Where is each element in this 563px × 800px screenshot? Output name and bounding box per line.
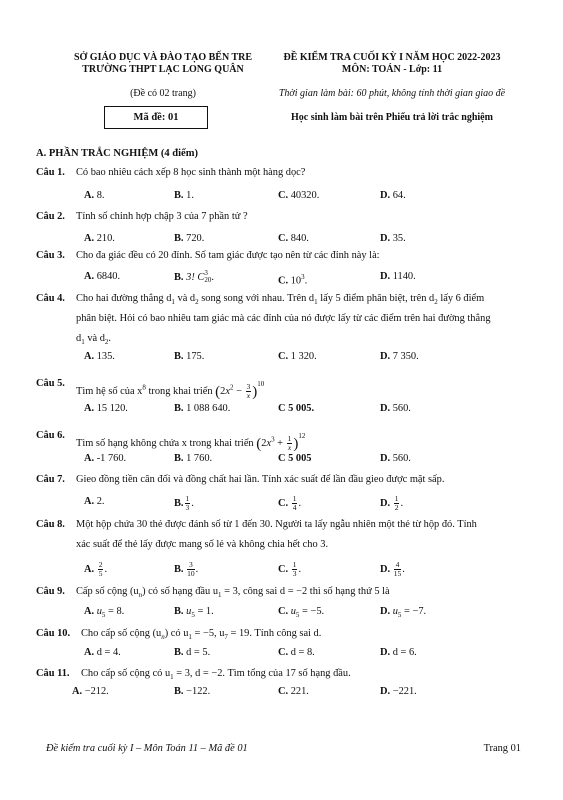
option-letter: B. xyxy=(174,351,184,362)
option-d: = −7. xyxy=(404,606,427,617)
section-title: A. PHẦN TRẮC NGHIỆM (4 điểm) xyxy=(36,148,198,159)
question-5 xyxy=(36,377,546,401)
option-c-symbol: u xyxy=(290,606,296,617)
option-letter: D. xyxy=(380,233,391,244)
option-d-fraction: $\frac{4}{15}$ xyxy=(393,560,402,578)
question-3 xyxy=(36,249,546,263)
option-letter: D. xyxy=(380,403,391,414)
school-name: TRƯỜNG THPT LẠC LONG QUÂN xyxy=(82,64,244,75)
option-b: 1. xyxy=(186,190,194,201)
option-letter: C. xyxy=(278,233,289,244)
option-letter: C. xyxy=(278,647,289,658)
question-number: Câu 2. xyxy=(36,211,65,222)
question-number: Câu 4. xyxy=(36,293,65,304)
option-letter: B. xyxy=(174,606,184,617)
question-number: Câu 5. xyxy=(36,378,65,389)
question-text: Tìm hệ số của $x^8$ trong khai triển ($2x^2$ − $\frac{3}{x}$ )$^{10}$ xyxy=(76,380,265,401)
option-letter: A. xyxy=(84,563,95,575)
question-text: Gieo đồng tiền cân đối và đồng chất hai lần. Tính xác suất để lần đầu gieo được mặt sấp. xyxy=(76,474,445,485)
option-letter: B. xyxy=(174,497,184,509)
question-text-part: Cấp số cộng (u xyxy=(76,586,139,597)
question-text: Một hộp chứa 30 thẻ được đánh số từ 1 đến 30. Người ta lấy ngẫu nhiên một thẻ từ hộp đó. Tính xyxy=(76,519,477,530)
exam-subject: MÔN: TOÁN - Lớp: 11 xyxy=(341,64,443,75)
question-text: Tính số chỉnh hợp chập 3 của 7 phần tử ? xyxy=(76,211,248,222)
option-d: 1140. xyxy=(392,271,416,282)
question-text-part: ) có u xyxy=(164,628,189,639)
question-text: Cho cấp số cộng $(u_n)$ có $u_1 = -5$, $u_7 = 19$. Tính công sai d. xyxy=(81,628,322,642)
option-letter: C. xyxy=(278,497,289,509)
question-text-part: Cho hai đường thẳng d xyxy=(76,293,172,304)
exam-code-box: Mã đề: 01 xyxy=(104,106,208,129)
option-letter: A. xyxy=(84,271,95,282)
option-c: 10 xyxy=(290,275,302,287)
option-d: d = 6. xyxy=(392,647,417,658)
option-letter: D. xyxy=(380,190,391,201)
option-letter: B. xyxy=(174,190,184,201)
option-letter: A. xyxy=(84,496,95,507)
option-b: 1 088 640. xyxy=(186,403,231,414)
question-2 xyxy=(36,210,546,224)
question-text-part: Cho cấp số cộng (u xyxy=(81,628,162,639)
option-letter: A. xyxy=(84,453,95,464)
option-c: 40320. xyxy=(290,190,320,201)
option-letter: C. xyxy=(278,686,289,697)
question-number: Câu 8. xyxy=(36,519,65,530)
expression: ($2x^3$ + $\frac{1}{x}$ )$^{12}$ xyxy=(256,432,306,453)
option-d: −221. xyxy=(392,686,417,697)
option-letter: D. xyxy=(380,351,391,362)
option-b-symbol: u xyxy=(186,606,192,617)
question-text: Cho đa giác đều có 20 đỉnh. Số tam giác được tạo nên từ các đỉnh này là: xyxy=(76,250,380,261)
question-text-line3: $d_1$ và $d_2$. xyxy=(76,333,112,347)
question-1 xyxy=(36,166,546,180)
question-number: Câu 6. xyxy=(36,430,65,441)
option-letter: C. xyxy=(278,190,289,201)
option-c: d = 8. xyxy=(290,647,315,658)
question-text-part: Tìm số hạng không chứa x trong khai triển xyxy=(76,438,254,449)
exam-title: ĐỀ KIỂM TRA CUỐI KỲ I NĂM HỌC 2022-2023 xyxy=(283,52,501,63)
option-letter: B. xyxy=(174,272,184,283)
pages-note: (Đề có 02 trang) xyxy=(130,88,196,99)
option-letter: A. xyxy=(84,233,95,244)
option-b: 3! C xyxy=(186,272,205,283)
question-text-part: lấy 5 điểm phân biệt, trên d xyxy=(320,293,435,304)
question-11 xyxy=(36,667,546,681)
option-letter: A. xyxy=(84,403,95,414)
option-letter: B. xyxy=(174,686,184,697)
department-name: SỞ GIÁO DỤC VÀ ĐÀO TẠO BẾN TRE xyxy=(73,52,253,63)
option-letter: A. xyxy=(84,190,95,201)
option-a-symbol: u xyxy=(96,606,102,617)
question-6 xyxy=(36,429,546,453)
expression: ($2x^2$ − $\frac{3}{x}$ )$^{10}$ xyxy=(215,380,265,401)
option-letter: C. xyxy=(278,351,289,362)
question-10 xyxy=(36,627,546,641)
option-letter: C. xyxy=(278,275,289,287)
option-letter: B. xyxy=(174,647,184,658)
question-text-line2: phân biệt. Hỏi có bao nhiêu tam giác mà các đỉnh của nó được lấy từ các điểm trên hai đường thẳng xyxy=(76,313,491,324)
option-a: d = 4. xyxy=(96,647,121,658)
option-letter: B. xyxy=(174,563,184,575)
option-d: 35. xyxy=(392,233,406,244)
option-c-fraction: $\frac{1}{3}$ xyxy=(292,560,297,578)
option-letter: D. xyxy=(380,686,391,697)
option-d-fraction: $\frac{1}{2}$ xyxy=(394,494,399,512)
question-number: Câu 7. xyxy=(36,474,65,485)
option-c-fraction: $\frac{1}{4}$ xyxy=(292,494,297,512)
question-text-part: và d xyxy=(87,333,105,344)
option-letter: A. xyxy=(72,686,83,697)
option-c: 840. xyxy=(290,233,309,244)
question-text: Có bao nhiêu cách xếp 8 học sinh thành một hàng dọc? xyxy=(76,167,306,178)
option-letter: C. xyxy=(278,606,289,617)
option-a: 15 120. xyxy=(96,403,128,414)
option-letter: D. xyxy=(380,647,391,658)
option-c: C 5 005 xyxy=(278,453,312,464)
option-letter: D. xyxy=(380,563,391,575)
question-number: Câu 3. xyxy=(36,250,65,261)
question-text-part: Cho cấp số cộng có u xyxy=(81,668,171,679)
option-letter: A. xyxy=(84,351,95,362)
footer-title: Đề kiểm tra cuối kỳ I – Môn Toán 11 – Mã đề 01 xyxy=(46,743,248,754)
question-text: Cho hai đường thẳng $d_1$ và $d_2$ song song với nhau. Trên $d_1$ lấy 5 điểm phân biệt, trên $d_2$ lấy 6 điểm xyxy=(76,293,485,307)
question-text-part: và d xyxy=(177,293,196,304)
option-b: −122. xyxy=(186,686,211,697)
question-number: Câu 1. xyxy=(36,167,65,178)
option-c: C 5 005. xyxy=(278,403,315,414)
option-c: = −5. xyxy=(302,606,325,617)
question-number: Câu 9. xyxy=(36,586,65,597)
answer-note: Học sinh làm bài trên Phiếu trả lời trắc nghiệm xyxy=(291,112,493,123)
option-a: 210. xyxy=(96,233,115,244)
option-letter: A. xyxy=(84,606,95,617)
option-a: -1 760. xyxy=(96,453,127,464)
option-c: 221. xyxy=(290,686,309,697)
option-b: 1 760. xyxy=(186,453,213,464)
page-number: Trang 01 xyxy=(483,743,521,754)
time-note: Thời gian làm bài: 60 phút, không tính thời gian giao đề xyxy=(278,88,506,99)
option-letter: B. xyxy=(174,403,184,414)
question-text-part: = 19. Tính công sai d. xyxy=(230,628,322,639)
option-b: d = 5. xyxy=(186,647,211,658)
option-letter: D. xyxy=(380,271,391,282)
option-a: −212. xyxy=(84,686,109,697)
question-text-part: lấy 6 điểm xyxy=(440,293,485,304)
question-text-part: d xyxy=(76,333,82,344)
option-letter: D. xyxy=(380,606,391,617)
option-a: 2. xyxy=(96,496,105,507)
option-b: 720. xyxy=(186,233,205,244)
question-8 xyxy=(36,518,546,550)
option-d: 560. xyxy=(392,403,411,414)
option-d-symbol: u xyxy=(392,606,398,617)
option-d: 560. xyxy=(392,453,411,464)
question-text xyxy=(76,429,546,452)
question-text-part: = 3, d = −2. Tìm tổng của 17 số hạng đầu. xyxy=(176,668,351,679)
question-text-part: = −5, u xyxy=(194,628,225,639)
option-letter: B. xyxy=(174,233,184,244)
option-a: 6840. xyxy=(96,271,121,282)
option-d: 7 350. xyxy=(392,351,419,362)
option-letter: B. xyxy=(174,453,184,464)
question-7 xyxy=(36,473,546,487)
option-d: 64. xyxy=(392,190,406,201)
option-a: 8. xyxy=(96,190,105,201)
question-text-part: ) có số hạng đầu u xyxy=(142,586,219,597)
option-b-fraction: $\frac{1}{3}$ xyxy=(185,494,190,512)
question-text-part: song song với nhau. Trên d xyxy=(201,293,315,304)
option-b: = 1. xyxy=(197,606,214,617)
option-letter: D. xyxy=(380,453,391,464)
question-number: Câu 11. xyxy=(36,668,70,679)
option-letter: D. xyxy=(380,497,391,509)
question-9 xyxy=(36,585,546,599)
option-a: 135. xyxy=(96,351,115,362)
question-4 xyxy=(36,292,546,347)
option-c: 1 320. xyxy=(290,351,317,362)
option-b: 175. xyxy=(186,351,205,362)
question-text-part: = 3, công sai d = −2 thì số hạng thứ 5 là xyxy=(224,586,390,597)
question-number: Câu 10. xyxy=(36,628,71,639)
question-text-line2: xác suất để thẻ lấy được mang số lẻ và không chia hết cho 3. xyxy=(76,539,329,550)
option-b-fraction: $\frac{3}{10}$ xyxy=(187,560,195,578)
option-a: = 8. xyxy=(108,606,125,617)
question-text-part: Tìm hệ số của x xyxy=(76,386,143,397)
option-letter: C. xyxy=(278,563,289,575)
question-text: Cấp số cộng $(u_n)$ có số hạng đầu $u_1 = 3$, công sai d = −2 thì số hạng thứ 5 là xyxy=(76,586,390,600)
option-a-fraction: $\frac{2}{5}$ xyxy=(98,560,103,578)
question-text-part: trong khai triển xyxy=(148,386,213,397)
option-letter: A. xyxy=(84,647,95,658)
question-text: Cho cấp số cộng có $u_1 = 3$, d = −2. Tìm tổng của 17 số hạng đầu. xyxy=(81,668,351,682)
